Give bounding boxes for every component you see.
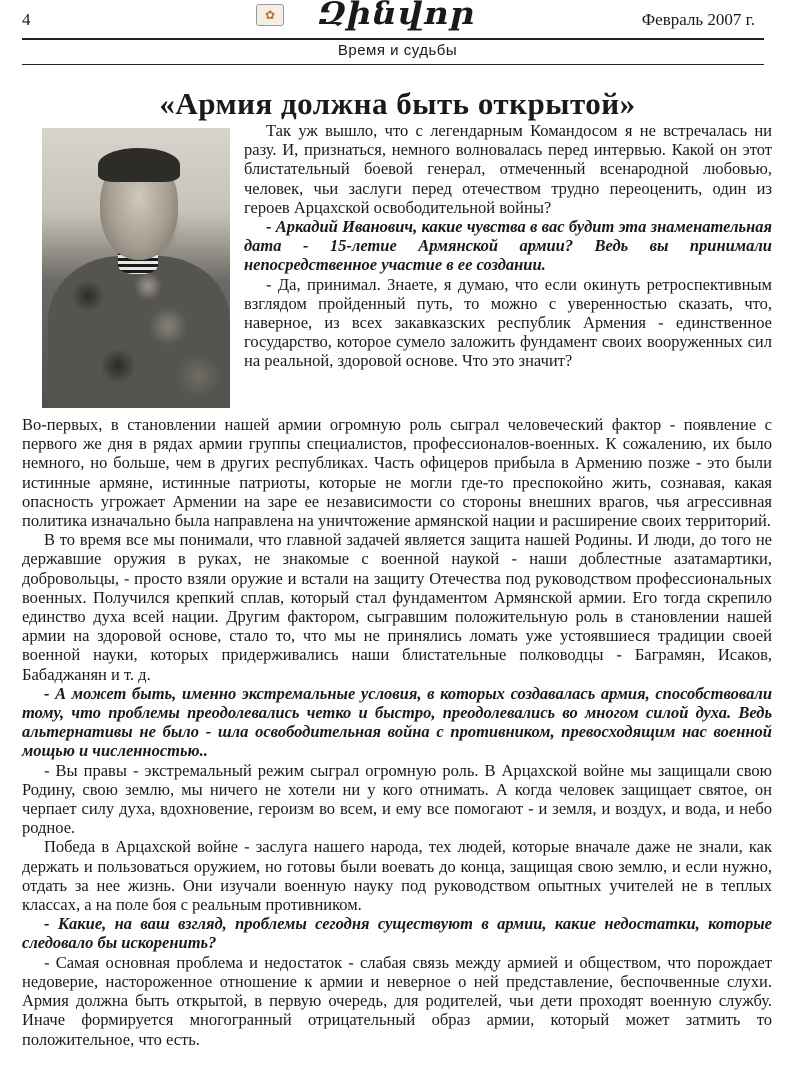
newspaper-emblem-icon: ✿ — [256, 4, 284, 26]
interview-answer: - Самая основная проблема и недостаток - слабая связь между армией и обществом, что порождает недоверие, настороженное отношение к армии и неверное о ней представление, беспочвенные слухи. Армия должна быть открытой, в первую очередь, для родителей, чьи дети проходят военную службу. Иначе формируется многогранный отрицательный образ армии, который может затмить то положительное, что есть. — [22, 952, 772, 1049]
article-paragraph: В то время все мы понимали, что главной задачей является защита нашей Родины. И люди, до того не державшие оружия в руках, не знакомые с военной наукой - наши доблестные азатамартики, добровольцы, - просто взяли оружие и встали на защиту Отечества под руководством профессиональных военных. Получился крепкий сплав, который стал фундаментом Армянской армии. Его тогда скрепило единство духа всей нации. Другим фактором, сыгравшим положительную роль в становлении нашей армии на здоровой основе, стало то, что мы не принялись ломать уже устоявшиеся традиции своей военной науки, которых придерживались наши блистательные полководцы - Баграмян, Исаков, Бабаджанян и т. д. — [22, 530, 772, 684]
article-paragraph: Во-первых, в становлении нашей армии огромную роль сыграл человеческий фактор - появление с первого же дня в рядах армии группы специалистов, профессионалов-военных. К сожалению, их было немного, но больше, чем в других республиках. Часть офицеров прибыла в Армению позже - это были истинные армяне, истинные патриоты, которые не могли где-то преспокойно жить, сознавая, какая опасность угрожает Армении на заре ее независимости со стороны внешних врагов, чья агрессивная политика изначально была направлена на уничтожение армянской нации и расширение своих территорий. — [22, 415, 772, 531]
newspaper-logo: Զինվոր — [318, 0, 476, 32]
interview-answer: - Вы правы - экстремальный режим сыграл огромную роль. В Арцахской войне мы защищали свою Родину, свою землю, мы ничего не хотели ни у кого отнимать. А когда человек защищает святое, он черпает силу духа, вдохновение, героизм во всем, и ему все помогают - и земля, и воздух, и вода, и небо родное. — [22, 760, 772, 838]
page-header — [0, 0, 795, 36]
interview-answer: - Да, принимал. Знаете, я думаю, что если окинуть ретроспективным взглядом пройденный путь, то можно с уверенностью сказать, что, наверное, из всех закавказских республик Армения - единственное государство, которое сумело заложить фундамент своих вооруженных сил на реальной, здоровой основе. Что это значит? — [244, 274, 772, 371]
header-rule-top — [22, 38, 764, 40]
issue-date: Февраль 2007 г. — [641, 10, 755, 29]
article-paragraph: Победа в Арцахской войне - заслуга нашего народа, тех людей, которые вначале даже не знали, как держать и пользоваться оружием, но готовы были воевать до конца, защищая свою землю, и если нужно, отдать за нее жизнь. Они изучали военную науку под руководством опытных учителей не в теплых классах, а на поле боя с реальным противником. — [22, 837, 772, 915]
article-body — [22, 415, 772, 1049]
portrait-photo — [42, 128, 230, 408]
interview-question: - Какие, на ваш взгляд, проблемы сегодня существуют в армии, какие недостатки, которые следовало бы искоренить? — [22, 914, 772, 953]
section-title: Время и судьбы — [337, 42, 458, 59]
interview-question: - А может быть, именно экстремальные условия, в которых создавалась армия, способствовали тому, что проблемы преодолевались четко и быстро, преодолевались во многом силой духа. Ведь альтернативы не было - шла освободительная война с противником, превосходящим нас военной мощью и численностью.. — [22, 683, 772, 761]
camouflage-jacket — [48, 256, 230, 408]
article-title: «Армия должна быть открытой» — [159, 86, 636, 121]
page-number: 4 — [22, 10, 31, 29]
header-rule-bottom — [22, 64, 764, 65]
interview-question: - Аркадий Иванович, какие чувства в вас будит эта знаменательная дата - 15-летие Армянской армии? Ведь вы принимали непосредственное участие в ее создании. — [244, 217, 772, 275]
article-intro-column — [244, 121, 772, 371]
article-paragraph: Так уж вышло, что с легендарным Командосом я не встречалась ни разу. И, признаться, немного волновалась перед интервью. Какой он этот блистательный боевой генерал, отмеченный всенародной любовью, человек, чьи заслуги перед отечеством трудно переоценить, один из героев Арцахской освободительной войны? — [244, 121, 772, 217]
portrait-hair — [98, 148, 180, 182]
